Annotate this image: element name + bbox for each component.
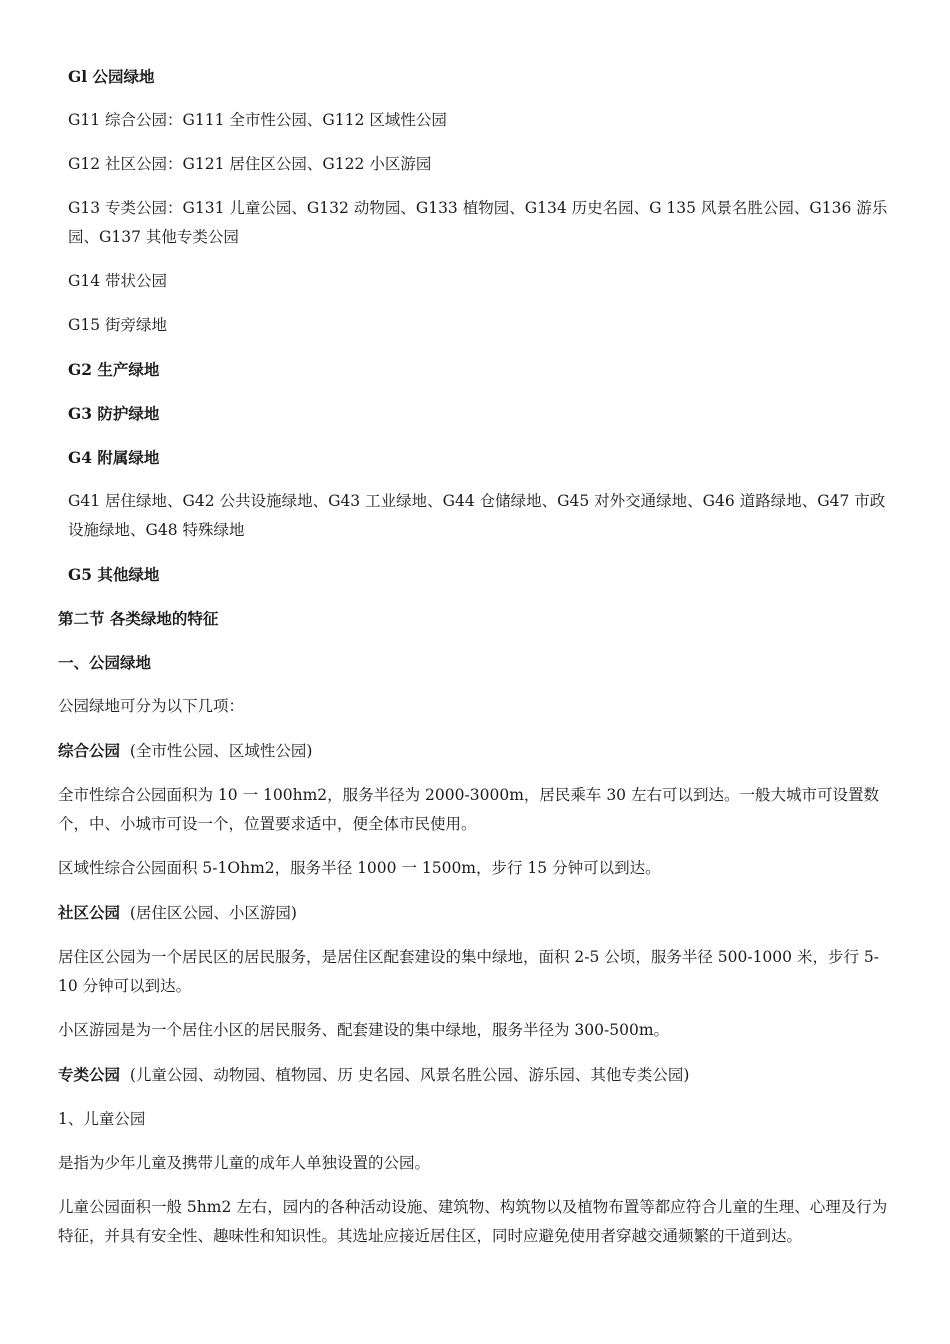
g4-heading: G4 附属绿地 [68, 448, 160, 467]
community-park-label: 社区公园 [58, 903, 121, 922]
children-park-heading: 1、儿童公园 [58, 1110, 146, 1128]
g2-heading: G2 生产绿地 [68, 360, 160, 379]
comprehensive-park-label: 综合公园 [58, 741, 121, 760]
community-park-line [58, 898, 892, 928]
g3-heading: G3 防护绿地 [68, 404, 160, 423]
section-title: 第二节 各类绿地的特征 [58, 609, 219, 628]
g12-item: G12 社区公园：G121 居住区公园、G122 小区游园 [68, 155, 432, 173]
citywide-park-text: 全市性综合公园面积为 10 一 100hm2，服务半径为 2000-3000m，居民乘车 30 左右可以到达。一般大城市可设置数个，中、小城市可设一个，位置要求适中，便全体市民使用。 [58, 786, 879, 833]
special-park-note: (儿童公园、动物园、植物园、历 史名园、风景名胜公园、游乐园、其他专类公园) [129, 1066, 690, 1084]
comprehensive-park-note: (全市性公园、区域性公园) [129, 742, 313, 760]
parks-intro: 公园绿地可分为以下几项： [58, 697, 245, 715]
children-park-text: 儿童公园面积一般 5hm2 左右，园内的各种活动设施、建筑物、构筑物以及植物布置等都应符合儿童的生理、心理及行为特征，并具有安全性、趣味性和知识性。其选址应接近居住区，同时应避免使用者穿越交通频繁的干道到达。 [58, 1198, 888, 1245]
community-park-note: (居住区公园、小区游园) [129, 904, 297, 922]
g11-item: G11 综合公园：G111 全市性公园、G112 区域性公园 [68, 111, 447, 129]
regional-park-text: 区域性综合公园面积 5-1Ohm2，服务半径 1000 一 1500m，步行 15 分钟可以到达。 [58, 859, 661, 877]
g14-item: G14 带状公园 [68, 272, 168, 290]
special-park-label: 专类公园 [58, 1065, 121, 1084]
subsection-parks: 一、公园绿地 [58, 653, 152, 672]
small-park-text: 小区游园是为一个居住小区的居民服务、配套建设的集中绿地，服务半径为 300-500m。 [58, 1021, 670, 1039]
special-park-line [58, 1060, 892, 1090]
g4-items: G41 居住绿地、G42 公共设施绿地、G43 工业绿地、G44 仓储绿地、G45 对外交通绿地、G46 道路绿地、G47 市政设施绿地、G48 特殊绿地 [68, 492, 886, 539]
residential-park-text: 居住区公园为一个居民区的居民服务，是居住区配套建设的集中绿地，面积 2-5 公顷，服务半径 500-1000 米，步行 5-10 分钟可以到达。 [58, 948, 879, 995]
g13-item: G13 专类公园：G131 儿童公园、G132 动物园、G133 植物园、G134 历史名园、G 135 风景名胜公园、G136 游乐园、G137 其他专类公园 [68, 199, 888, 246]
g15-item: G15 街旁绿地 [68, 316, 168, 334]
children-park-definition: 是指为少年儿童及携带儿童的成年人单独设置的公园。 [58, 1154, 431, 1172]
comprehensive-park-line [58, 736, 892, 766]
g1-heading: Gl 公园绿地 [68, 67, 155, 86]
g5-heading: G5 其他绿地 [68, 565, 160, 584]
